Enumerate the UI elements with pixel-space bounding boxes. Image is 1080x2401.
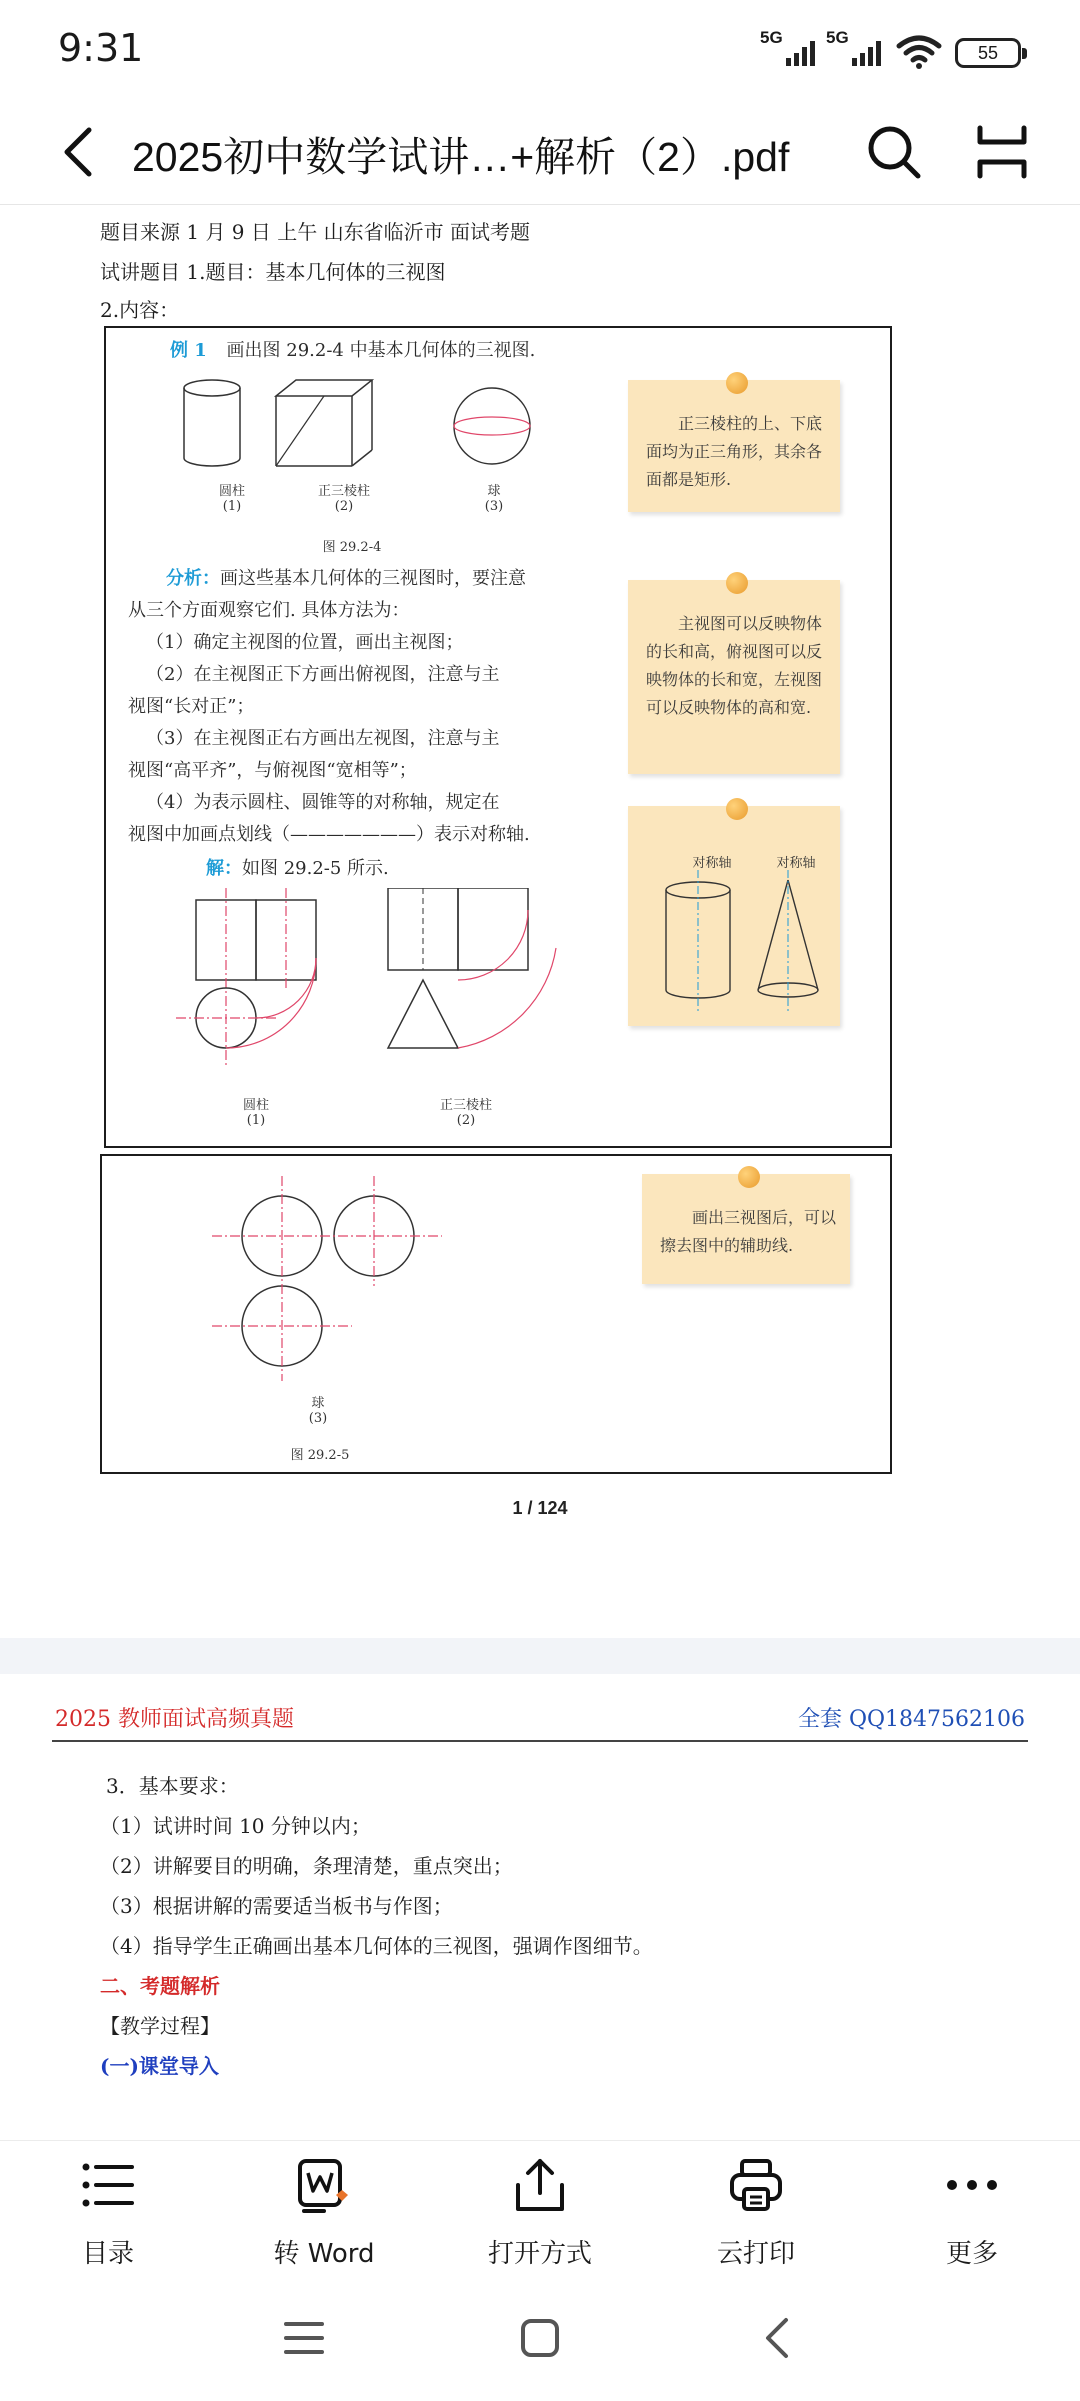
view-index-1: (1) [246, 1113, 266, 1128]
analysis-line-7: （4）为表示圆柱、圆锥等的对称轴，规定在 [146, 792, 500, 813]
note-text-4: 画出三视图后，可以擦去图中的辅助线. [660, 1208, 837, 1255]
shape-index-1: (1) [222, 499, 242, 514]
sticky-note-2 [628, 580, 840, 774]
analysis-line-0 [166, 564, 526, 590]
figure-caption-2: 图 29.2-5 [290, 1448, 350, 1463]
figure-caption-1: 图 29.2-4 [322, 540, 382, 555]
pin-icon [726, 372, 748, 394]
process-title: 【教学过程】 [100, 2014, 220, 2038]
subsection-title: (一)课堂导入 [100, 2054, 219, 2078]
list-icon [78, 2155, 138, 2215]
source-line: 题目来源 1 月 9 日 上午 山东省临沂市 面试考题 [100, 220, 530, 244]
status-time: 9:31 [58, 26, 144, 70]
toolbar-label-open-with: 打开方式 [487, 2239, 592, 2269]
sphere-drawing [448, 382, 538, 472]
topic-line: 试讲题目 1.题目：基本几何体的三视图 [100, 260, 446, 284]
section-title: 二、考题解析 [100, 1974, 220, 1998]
signal-1 [760, 28, 830, 68]
toolbar-catalog-button[interactable] [0, 2141, 216, 2281]
note-text-1: 正三棱柱的上、下底面均为正三角形，其余各面都是矩形. [646, 414, 823, 489]
status-bar [0, 0, 1080, 100]
signal-bars-icon [850, 40, 886, 66]
toolbar-open-with-button[interactable] [432, 2141, 648, 2281]
sphere-view-name: 球 [311, 1396, 325, 1411]
three-view-drawing [156, 888, 576, 1088]
textbook-figure-box-2 [100, 1154, 892, 1474]
analysis-line-6: 视图“高平齐”，与俯视图“宽相等”； [128, 760, 417, 781]
shape-caption-3 [464, 480, 524, 514]
signal-label-1: 5G [760, 28, 783, 47]
sticky-note-4 [642, 1174, 850, 1284]
shape-index-3: (3) [484, 499, 504, 514]
requirement-1: （1）试讲时间 10 分钟以内； [100, 1814, 371, 1838]
back-nav-icon[interactable] [756, 2316, 800, 2360]
example-text: 画出图 29.2-4 中基本几何体的三视图. [226, 340, 536, 361]
word-convert-icon [294, 2155, 354, 2215]
shape-caption-1 [202, 480, 262, 514]
toolbar-label-more: 更多 [945, 2239, 998, 2269]
shape-name-3: 球 [487, 484, 501, 499]
view-caption-1 [226, 1094, 286, 1128]
solution-line [206, 854, 389, 880]
printer-icon [726, 2155, 786, 2215]
content-label: 2.内容： [100, 298, 180, 322]
example-heading [170, 336, 535, 362]
requirement-3: （3）根据讲解的需要适当板书与作图； [100, 1894, 453, 1918]
cylinder-cone-drawing [648, 866, 838, 1016]
menu-nav-icon[interactable] [282, 2316, 326, 2360]
pin-icon [726, 572, 748, 594]
shape-caption-2 [304, 480, 384, 514]
signal-bars-icon [784, 40, 820, 66]
page-header-left: 2025 教师面试高频真题 [55, 1707, 294, 1732]
pdf-page-1 [0, 206, 1080, 1638]
toolbar-label-word: 转 Word [273, 2239, 375, 2269]
document-title: 2025初中数学试讲…+解析（2）.pdf [132, 134, 790, 180]
pdf-page-2 [0, 1674, 1080, 2140]
chevron-left-icon[interactable] [55, 122, 105, 182]
signal-2 [826, 28, 896, 68]
toolbar-more-button[interactable] [864, 2141, 1080, 2281]
home-nav-icon[interactable] [518, 2316, 562, 2360]
toolbar-label-catalog: 目录 [81, 2239, 134, 2269]
pdf-viewer[interactable] [0, 206, 1080, 2140]
sticky-note-3 [628, 806, 840, 1026]
requirements-title: 3．基本要求： [106, 1774, 239, 1798]
axis-label-2: 对称轴 [776, 856, 816, 871]
shape-name-1: 圆柱 [218, 484, 245, 499]
view-caption-2 [426, 1094, 506, 1128]
shape-name-2: 正三棱柱 [317, 484, 370, 499]
view-index-2: (2) [456, 1113, 476, 1128]
analysis-label: 分析： [166, 568, 220, 589]
view-name-2: 正三棱柱 [439, 1098, 492, 1113]
page-number: 1 / 124 [512, 1498, 568, 1518]
solution-text: 如图 29.2-5 所示. [242, 858, 389, 879]
pin-icon [726, 798, 748, 820]
analysis-line-3: （2）在主视图正下方画出俯视图，注意与主 [146, 664, 500, 685]
sphere-view-caption [288, 1392, 348, 1426]
more-icon [942, 2155, 1002, 2215]
sphere-view-index: (3) [308, 1411, 328, 1426]
textbook-figure-box [104, 326, 892, 1148]
sticky-note-1 [628, 380, 840, 512]
battery-indicator: 55 [955, 38, 1021, 68]
analysis-line-4: 视图“长对正”； [128, 696, 255, 717]
share-icon [510, 2155, 570, 2215]
analysis-line-2: （1）确定主视图的位置，画出主视图； [146, 632, 464, 653]
note-text-2: 主视图可以反映物体的长和高，俯视图可以反映物体的长和宽，左视图可以反映物体的高和宽. [646, 614, 823, 717]
analysis-line-5: （3）在主视图正右方画出左视图，注意与主 [146, 728, 500, 749]
axis-label-1: 对称轴 [692, 856, 732, 871]
bottom-toolbar [0, 2140, 1080, 2280]
system-nav-bar [0, 2280, 1080, 2401]
toolbar-label-cloud-print: 云打印 [716, 2239, 795, 2269]
search-icon[interactable] [864, 122, 924, 182]
example-label: 例 1 [170, 340, 207, 361]
toolbar-cloud-print-button[interactable] [648, 2141, 864, 2281]
toolbar-word-button[interactable] [216, 2141, 432, 2281]
view-name-1: 圆柱 [242, 1098, 269, 1113]
sphere-views-drawing [212, 1176, 442, 1386]
pin-icon [738, 1166, 760, 1188]
expand-icon[interactable] [972, 122, 1032, 182]
title-bar [0, 100, 1080, 205]
header-rule [52, 1740, 1028, 1742]
shape-index-2: (2) [334, 499, 354, 514]
requirement-2: （2）讲解要目的明确，条理清楚，重点突出； [100, 1854, 513, 1878]
analysis-text-0: 画这些基本几何体的三视图时，要注意 [220, 568, 526, 589]
solution-label: 解： [206, 858, 242, 879]
analysis-line-1: 从三个方面观察它们. 具体方法为： [128, 600, 410, 621]
analysis-line-8: 视图中加画点划线（———————）表示对称轴. [128, 824, 530, 845]
solids-drawing [176, 376, 416, 476]
signal-label-2: 5G [826, 28, 849, 47]
requirement-4: （4）指导学生正确画出基本几何体的三视图，强调作图细节。 [100, 1934, 653, 1958]
page-header-right: 全套 QQ1847562106 [797, 1707, 1025, 1732]
wifi-icon [895, 34, 943, 70]
